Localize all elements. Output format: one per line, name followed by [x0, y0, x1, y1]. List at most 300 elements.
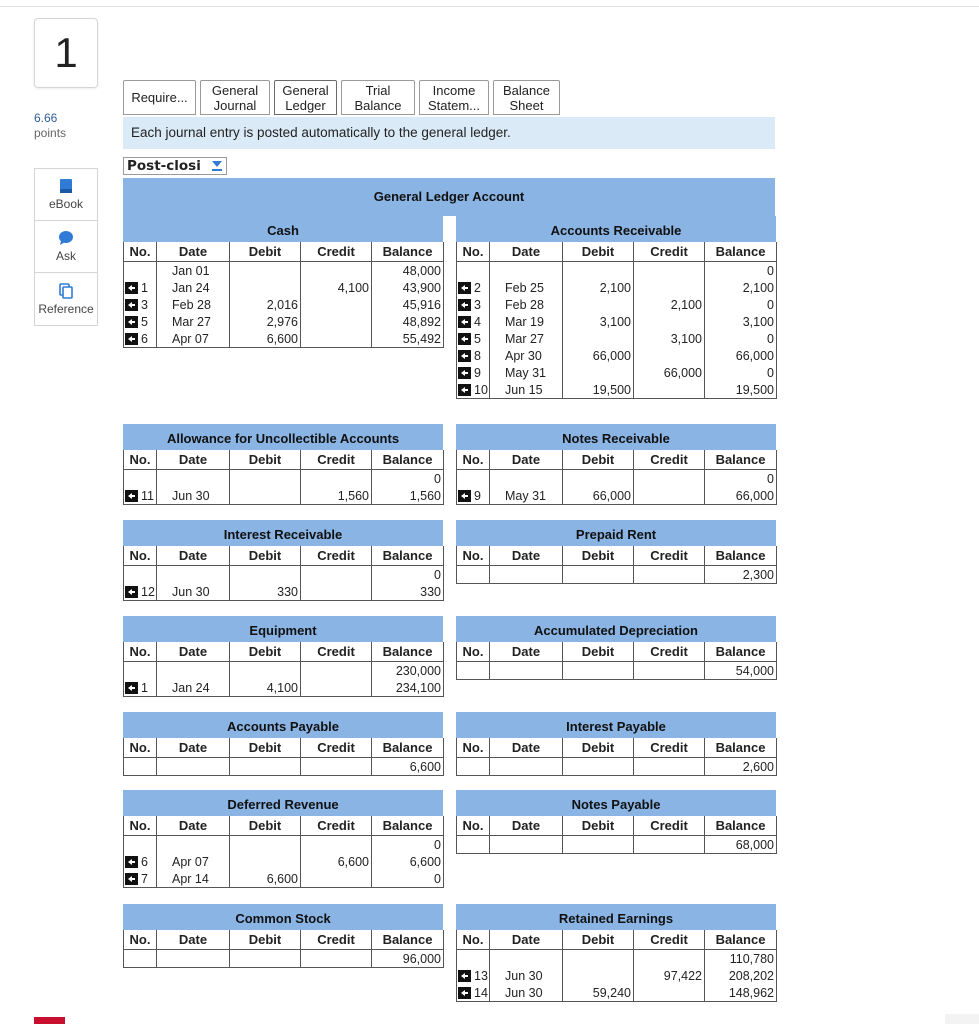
- ledger-account: [123, 790, 443, 888]
- column-header: Debit: [230, 242, 301, 262]
- date-cell: [157, 758, 230, 776]
- date-cell: Apr 30: [490, 347, 563, 364]
- tab-balance-sheet[interactable]: [493, 80, 560, 115]
- balance-cell: 6,600: [372, 758, 444, 776]
- table-row: [124, 836, 444, 854]
- column-header: Balance: [372, 242, 444, 262]
- ledger-header-row: [124, 738, 444, 758]
- credit-cell: [301, 950, 372, 968]
- ledger-header-row: [124, 450, 444, 470]
- date-cell: [157, 662, 230, 680]
- debit-cell: [230, 470, 301, 488]
- column-header: Debit: [563, 450, 634, 470]
- account-name: Cash: [123, 216, 443, 242]
- ledger-table: [456, 930, 777, 1002]
- balance-cell: 55,492: [372, 330, 444, 348]
- column-header: No.: [124, 450, 157, 470]
- debit-cell: 59,240: [563, 984, 634, 1002]
- column-header: Debit: [230, 738, 301, 758]
- tab-income-statement-line1: Income: [432, 82, 476, 98]
- table-row: [124, 853, 444, 870]
- date-cell: Jun 30: [157, 487, 230, 505]
- balance-cell: 230,000: [372, 662, 444, 680]
- column-header: Balance: [372, 816, 444, 836]
- date-cell: Feb 25: [490, 279, 563, 296]
- balance-cell: 54,000: [705, 662, 777, 680]
- journal-link-icon[interactable]: [125, 282, 138, 294]
- ledger-table: [456, 546, 777, 584]
- entry-number-cell: [124, 662, 157, 680]
- credit-cell: [634, 758, 705, 776]
- column-header: Credit: [301, 546, 372, 566]
- ask-label: Ask: [55, 249, 76, 263]
- balance-cell: 148,962: [705, 984, 777, 1002]
- column-header: Credit: [301, 450, 372, 470]
- date-cell: [157, 566, 230, 584]
- entry-number-cell: [124, 487, 157, 505]
- date-cell: [157, 950, 230, 968]
- table-row: [124, 950, 444, 968]
- table-row: [124, 279, 444, 296]
- journal-link-icon[interactable]: [125, 490, 138, 502]
- column-header: Date: [157, 816, 230, 836]
- balance-cell: 234,100: [372, 679, 444, 697]
- ledger-account: [456, 520, 776, 584]
- ledger-table: [456, 642, 777, 680]
- column-header: Debit: [563, 930, 634, 950]
- credit-cell: 3,100: [634, 330, 705, 347]
- entry-number-cell: [457, 566, 490, 584]
- credit-cell: [634, 313, 705, 330]
- credit-cell: [301, 758, 372, 776]
- tab-income-statement[interactable]: [419, 80, 489, 115]
- journal-link-icon[interactable]: [458, 350, 471, 362]
- table-row: [457, 967, 777, 984]
- account-name: Equipment: [123, 616, 443, 642]
- column-header: Date: [490, 738, 563, 758]
- date-cell: Jun 30: [490, 984, 563, 1002]
- entry-number-cell: [457, 347, 490, 364]
- date-cell: [490, 836, 563, 854]
- column-header: No.: [124, 546, 157, 566]
- entry-number-cell: [124, 758, 157, 776]
- column-header: Date: [157, 738, 230, 758]
- debit-cell: [563, 950, 634, 968]
- credit-cell: [301, 679, 372, 697]
- entry-number: 5: [141, 314, 148, 329]
- tab-trial-balance-line2: Balance: [354, 97, 402, 113]
- column-header: Credit: [634, 738, 705, 758]
- entry-number: 1: [141, 280, 148, 295]
- tab-general-ledger-line2: Ledger: [285, 97, 326, 113]
- entry-number: 14: [474, 985, 488, 1000]
- entry-number-cell: [457, 330, 490, 347]
- table-row: [124, 758, 444, 776]
- credit-cell: [634, 984, 705, 1002]
- table-row: [124, 470, 444, 488]
- credit-cell: [634, 381, 705, 399]
- date-cell: [490, 758, 563, 776]
- horizontal-scrollbar[interactable]: [945, 1014, 979, 1024]
- entry-number-cell: [457, 984, 490, 1002]
- ledger-header-row: [457, 930, 777, 950]
- column-header: Balance: [372, 738, 444, 758]
- date-cell: [490, 262, 563, 280]
- entry-number-cell: [457, 470, 490, 488]
- debit-cell: 3,100: [563, 313, 634, 330]
- column-header: No.: [457, 450, 490, 470]
- reference-button[interactable]: [35, 273, 97, 325]
- entry-number-cell: [124, 853, 157, 870]
- column-header: Debit: [230, 642, 301, 662]
- ebook-button[interactable]: [35, 169, 97, 221]
- credit-cell: [301, 662, 372, 680]
- journal-link-icon[interactable]: [125, 873, 138, 885]
- journal-link-icon[interactable]: [458, 490, 471, 502]
- balance-cell: 45,916: [372, 296, 444, 313]
- tab-general-journal-line2: Journal: [213, 97, 257, 113]
- entry-number-cell: [124, 330, 157, 348]
- column-header: Balance: [705, 738, 777, 758]
- instruction-note: Each journal entry is posted automatically to the general ledger.: [123, 117, 775, 149]
- table-row: [457, 262, 777, 280]
- credit-cell: [301, 566, 372, 584]
- balance-cell: 0: [372, 870, 444, 888]
- brand-logo: [34, 1017, 65, 1024]
- column-header: Credit: [301, 642, 372, 662]
- credit-cell: [301, 470, 372, 488]
- debit-cell: 66,000: [563, 347, 634, 364]
- ledger-header-row: [457, 816, 777, 836]
- entry-number: 13: [474, 968, 488, 983]
- table-row: [457, 470, 777, 488]
- entry-number: 2: [474, 280, 481, 295]
- entry-number-cell: [124, 836, 157, 854]
- ledger-table: [123, 642, 444, 697]
- credit-cell: 4,100: [301, 279, 372, 296]
- column-header: Credit: [301, 930, 372, 950]
- debit-cell: 2,016: [230, 296, 301, 313]
- date-cell: Feb 28: [157, 296, 230, 313]
- entry-number-cell: [457, 487, 490, 505]
- credit-cell: [634, 279, 705, 296]
- table-row: [457, 662, 777, 680]
- date-cell: Jun 30: [157, 583, 230, 601]
- credit-cell: 66,000: [634, 364, 705, 381]
- tab-general-journal-line1: General: [211, 82, 259, 98]
- account-name: Notes Receivable: [456, 424, 776, 450]
- account-name: Retained Earnings: [456, 904, 776, 930]
- tab-bar: [123, 80, 560, 117]
- entry-number-cell: [457, 279, 490, 296]
- top-divider: [0, 6, 979, 7]
- table-row: [124, 679, 444, 697]
- credit-cell: [301, 583, 372, 601]
- column-header: Credit: [634, 450, 705, 470]
- journal-link-icon[interactable]: [458, 384, 471, 396]
- ledger-table: [123, 930, 444, 968]
- column-header: Credit: [301, 242, 372, 262]
- entry-number: 4: [474, 314, 481, 329]
- credit-cell: [634, 262, 705, 280]
- journal-link-icon[interactable]: [458, 299, 471, 311]
- column-header: Credit: [634, 930, 705, 950]
- date-cell: [490, 470, 563, 488]
- column-header: No.: [124, 816, 157, 836]
- journal-link-icon[interactable]: [458, 987, 471, 999]
- journal-link-icon[interactable]: [125, 299, 138, 311]
- entry-number: 3: [141, 297, 148, 312]
- journal-link-icon[interactable]: [125, 316, 138, 328]
- journal-link-icon[interactable]: [125, 333, 138, 345]
- column-header: Date: [157, 450, 230, 470]
- journal-link-icon[interactable]: [125, 682, 138, 694]
- ledger-header-row: [124, 816, 444, 836]
- ledger-table: [456, 242, 777, 399]
- column-header: No.: [457, 242, 490, 262]
- entry-number-cell: [457, 296, 490, 313]
- debit-cell: [563, 296, 634, 313]
- debit-cell: [230, 853, 301, 870]
- account-name: Common Stock: [123, 904, 443, 930]
- table-row: [124, 566, 444, 584]
- entry-number-cell: [457, 364, 490, 381]
- entry-number-cell: [457, 950, 490, 968]
- column-header: Balance: [705, 546, 777, 566]
- entry-number-cell: [124, 870, 157, 888]
- debit-cell: [563, 967, 634, 984]
- debit-cell: 19,500: [563, 381, 634, 399]
- debit-cell: [230, 566, 301, 584]
- table-row: [124, 296, 444, 313]
- credit-cell: [634, 836, 705, 854]
- ledger-table: [123, 242, 444, 348]
- debit-cell: 6,600: [230, 330, 301, 348]
- debit-cell: [563, 330, 634, 347]
- column-header: Debit: [230, 450, 301, 470]
- column-header: No.: [124, 738, 157, 758]
- debit-cell: [563, 364, 634, 381]
- entry-number-cell: [457, 313, 490, 330]
- balance-cell: 0: [705, 330, 777, 347]
- balance-cell: 0: [372, 836, 444, 854]
- entry-number: 5: [474, 331, 481, 346]
- entry-number-cell: [457, 662, 490, 680]
- journal-link-icon[interactable]: [458, 970, 471, 982]
- date-cell: [490, 566, 563, 584]
- column-header: Balance: [705, 930, 777, 950]
- credit-cell: [301, 330, 372, 348]
- credit-cell: [634, 470, 705, 488]
- ledger-account: [123, 904, 443, 968]
- column-header: No.: [457, 642, 490, 662]
- balance-cell: 68,000: [705, 836, 777, 854]
- journal-link-icon[interactable]: [458, 282, 471, 294]
- journal-link-icon[interactable]: [458, 333, 471, 345]
- balance-cell: 96,000: [372, 950, 444, 968]
- column-header: Credit: [634, 642, 705, 662]
- balance-cell: 330: [372, 583, 444, 601]
- column-header: Balance: [372, 642, 444, 662]
- reference-label: Reference: [38, 301, 94, 316]
- journal-link-icon[interactable]: [458, 367, 471, 379]
- tab-general-ledger[interactable]: [274, 80, 337, 115]
- entry-number: 9: [474, 488, 481, 503]
- column-header: Debit: [563, 642, 634, 662]
- ledger-header-row: [124, 242, 444, 262]
- debit-cell: 2,100: [563, 279, 634, 296]
- debit-cell: 2,976: [230, 313, 301, 330]
- ledger-header-row: [124, 642, 444, 662]
- tab-general-journal[interactable]: [200, 80, 270, 115]
- balance-cell: 1,560: [372, 487, 444, 505]
- table-row: [457, 758, 777, 776]
- entry-number-cell: [124, 262, 157, 280]
- ledger-table: [123, 450, 444, 505]
- ledger-account: [123, 616, 443, 697]
- ledger-table: [456, 450, 777, 505]
- ledger-account: [456, 790, 776, 854]
- journal-link-icon[interactable]: [125, 856, 138, 868]
- column-header: Balance: [705, 816, 777, 836]
- journal-link-icon[interactable]: [125, 586, 138, 598]
- tab-required-label: Require...: [131, 90, 188, 105]
- balance-cell: 6,600: [372, 853, 444, 870]
- tab-trial-balance[interactable]: [341, 80, 415, 115]
- column-header: Date: [490, 642, 563, 662]
- points-label: points: [34, 126, 67, 140]
- ledger-account: [456, 904, 776, 1002]
- column-header: Balance: [705, 642, 777, 662]
- entry-number: 8: [474, 348, 481, 363]
- table-row: [457, 347, 777, 364]
- date-cell: Jan 24: [157, 679, 230, 697]
- date-cell: Apr 07: [157, 853, 230, 870]
- points-info: [34, 111, 66, 141]
- date-cell: Jan 24: [157, 279, 230, 296]
- credit-cell: [634, 566, 705, 584]
- column-header: No.: [457, 816, 490, 836]
- balance-cell: 2,100: [705, 279, 777, 296]
- entry-number: 3: [474, 297, 481, 312]
- account-name: Deferred Revenue: [123, 790, 443, 816]
- account-name: Notes Payable: [456, 790, 776, 816]
- table-row: [457, 836, 777, 854]
- credit-cell: [301, 296, 372, 313]
- entry-number-cell: [124, 296, 157, 313]
- copy-document-icon: [59, 283, 73, 299]
- date-cell: Apr 07: [157, 330, 230, 348]
- credit-cell: 6,600: [301, 853, 372, 870]
- entry-number-cell: [124, 583, 157, 601]
- debit-cell: 4,100: [230, 679, 301, 697]
- ledger-view-select[interactable]: [123, 157, 227, 175]
- tab-balance-sheet-line2: Sheet: [509, 97, 544, 113]
- column-header: Balance: [372, 450, 444, 470]
- ledger-table: [456, 816, 777, 854]
- column-header: Debit: [563, 816, 634, 836]
- date-cell: [490, 950, 563, 968]
- debit-cell: 6,600: [230, 870, 301, 888]
- ledger-table: [456, 738, 777, 776]
- date-cell: Jan 01: [157, 262, 230, 280]
- ebook-label: eBook: [48, 197, 84, 211]
- entry-number-cell: [457, 836, 490, 854]
- column-header: Balance: [705, 242, 777, 262]
- date-cell: May 31: [490, 364, 563, 381]
- entry-number-cell: [124, 566, 157, 584]
- balance-cell: 2,600: [705, 758, 777, 776]
- ledger-account: [456, 712, 776, 776]
- table-row: [457, 381, 777, 399]
- journal-link-icon[interactable]: [458, 316, 471, 328]
- date-cell: Jun 30: [490, 967, 563, 984]
- ledger-table: [123, 546, 444, 601]
- table-row: [457, 984, 777, 1002]
- table-row: [457, 487, 777, 505]
- entry-number: 6: [141, 331, 148, 346]
- ledger-account: [123, 424, 443, 505]
- column-header: No.: [457, 738, 490, 758]
- table-row: [124, 313, 444, 330]
- entry-number: 7: [141, 871, 148, 886]
- credit-cell: 97,422: [634, 967, 705, 984]
- credit-cell: 2,100: [634, 296, 705, 313]
- column-header: Credit: [634, 242, 705, 262]
- balance-cell: 3,100: [705, 313, 777, 330]
- date-cell: Mar 27: [157, 313, 230, 330]
- date-cell: Feb 28: [490, 296, 563, 313]
- balance-cell: 0: [372, 566, 444, 584]
- tab-required[interactable]: [123, 80, 196, 115]
- column-header: Debit: [230, 816, 301, 836]
- column-header: Date: [157, 930, 230, 950]
- debit-cell: [230, 662, 301, 680]
- points-value: 6.66: [34, 111, 58, 125]
- debit-cell: [563, 836, 634, 854]
- table-row: [457, 364, 777, 381]
- debit-cell: [563, 470, 634, 488]
- credit-cell: [301, 262, 372, 280]
- debit-cell: [230, 836, 301, 854]
- date-cell: Apr 14: [157, 870, 230, 888]
- date-cell: [157, 470, 230, 488]
- credit-cell: [301, 870, 372, 888]
- balance-cell: 66,000: [705, 487, 777, 505]
- debit-cell: 330: [230, 583, 301, 601]
- credit-cell: [634, 487, 705, 505]
- column-header: No.: [124, 930, 157, 950]
- ledger-account: [456, 616, 776, 680]
- debit-cell: [230, 262, 301, 280]
- table-row: [457, 330, 777, 347]
- entry-number: 1: [141, 680, 148, 695]
- column-header: Credit: [634, 816, 705, 836]
- balance-cell: 43,900: [372, 279, 444, 296]
- table-row: [124, 870, 444, 888]
- debit-cell: [563, 566, 634, 584]
- ledger-header-row: [457, 242, 777, 262]
- date-cell: [490, 662, 563, 680]
- credit-cell: 1,560: [301, 487, 372, 505]
- ask-button[interactable]: [35, 221, 97, 273]
- debit-cell: [563, 662, 634, 680]
- column-header: No.: [457, 546, 490, 566]
- ledger-header-row: [124, 930, 444, 950]
- table-row: [124, 330, 444, 348]
- column-header: No.: [124, 242, 157, 262]
- credit-cell: [301, 313, 372, 330]
